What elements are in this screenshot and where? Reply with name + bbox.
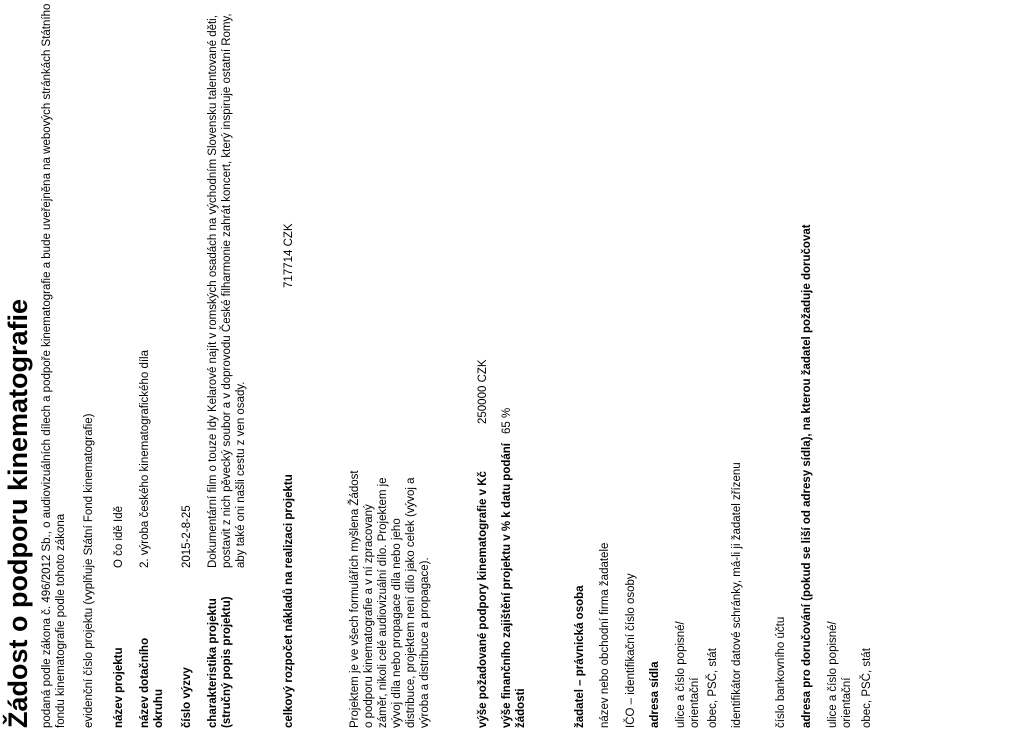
project-note: Projektem je ve všech formulářích myšlena Žádost o podporu kinematografie a v ní zpracovaný záměr, nikoli celé audiovizuální dílo. Projektem je vývoj díla nebo propagace díla nebo jeho distribuce, projektem není dílo jako celek (vývoj a výroba a distribuce a propagace). [349,470,431,728]
secured-funding-value: 65 % [501,407,513,434]
company-name-label: název nebo obchodní firma žadatele [599,542,611,728]
delivery-street-label: ulice a číslo popisné/ orientační [827,621,853,728]
requested-support-label: výše požadované podpory kinematografie v Kč [477,471,489,728]
databox-label: identifikátor datové schránky, má-li ji žadatel zřízenu [731,462,743,728]
call-label: číslo výzvy [181,667,193,728]
secured-funding-label: výše finančního zajištění projektu v % k datu podání žádosti [501,442,527,728]
page-subtitle: podaná podle zákona č. 496/2012 Sb., o audiovizuálních dílech a podpoře kinematografie a bude uveřejněna na webových stránkách Státního fondu kinematografie podle tohoto zákona [41,3,67,728]
project-name-label: název projektu [113,647,125,728]
description-value: Dokumentární film o touze Idy Kelarové najít v romských osadách na východním Slovensku talentované děti, postavit z nich pěvecký soubor a v doprovodu České filharmonie zahrát koncert, který inspiruje ostatní Romy, aby také oni našli cestu z ven osady. [207,13,247,568]
bank-account-label: číslo bankovního účtu [775,616,787,728]
call-value: 2015-2-8-25 [181,505,193,568]
program-value: 2. výroba českého kinematografického díla [139,350,151,568]
project-name-value: O čo idě Idě [113,505,125,568]
requested-support-value: 250000 CZK [477,359,489,424]
budget-total-value: 717714 CZK [283,223,295,288]
program-label: název dotačního okruhu [139,637,165,728]
page-title: Žádost o podporu kinematografie [3,298,33,728]
street-label: ulice a číslo popisné/ orientační [675,621,701,728]
delivery-address-title: adresa pro doručování (pokud se liší od adresy sídla), na kterou žadatel požaduje doručovat [801,224,813,728]
city-label: obec, PSČ, stát [707,648,719,728]
applicant-section-title: žadatel – právnická osoba [574,585,586,728]
description-label: charakteristika projektu (stručný popis projektu) [207,596,233,728]
seat-address-title: adresa sídla [649,661,661,728]
delivery-city-label: obec, PSČ, stát [861,648,873,728]
budget-total-label: celkový rozpočet nákladů na realizaci projektu [283,474,295,728]
ico-label: IČO – identifikační číslo osoby [625,573,637,728]
evidence-number-label: evidenční číslo projektu (vyplňuje Státní Fond kinematografie) [83,413,95,728]
